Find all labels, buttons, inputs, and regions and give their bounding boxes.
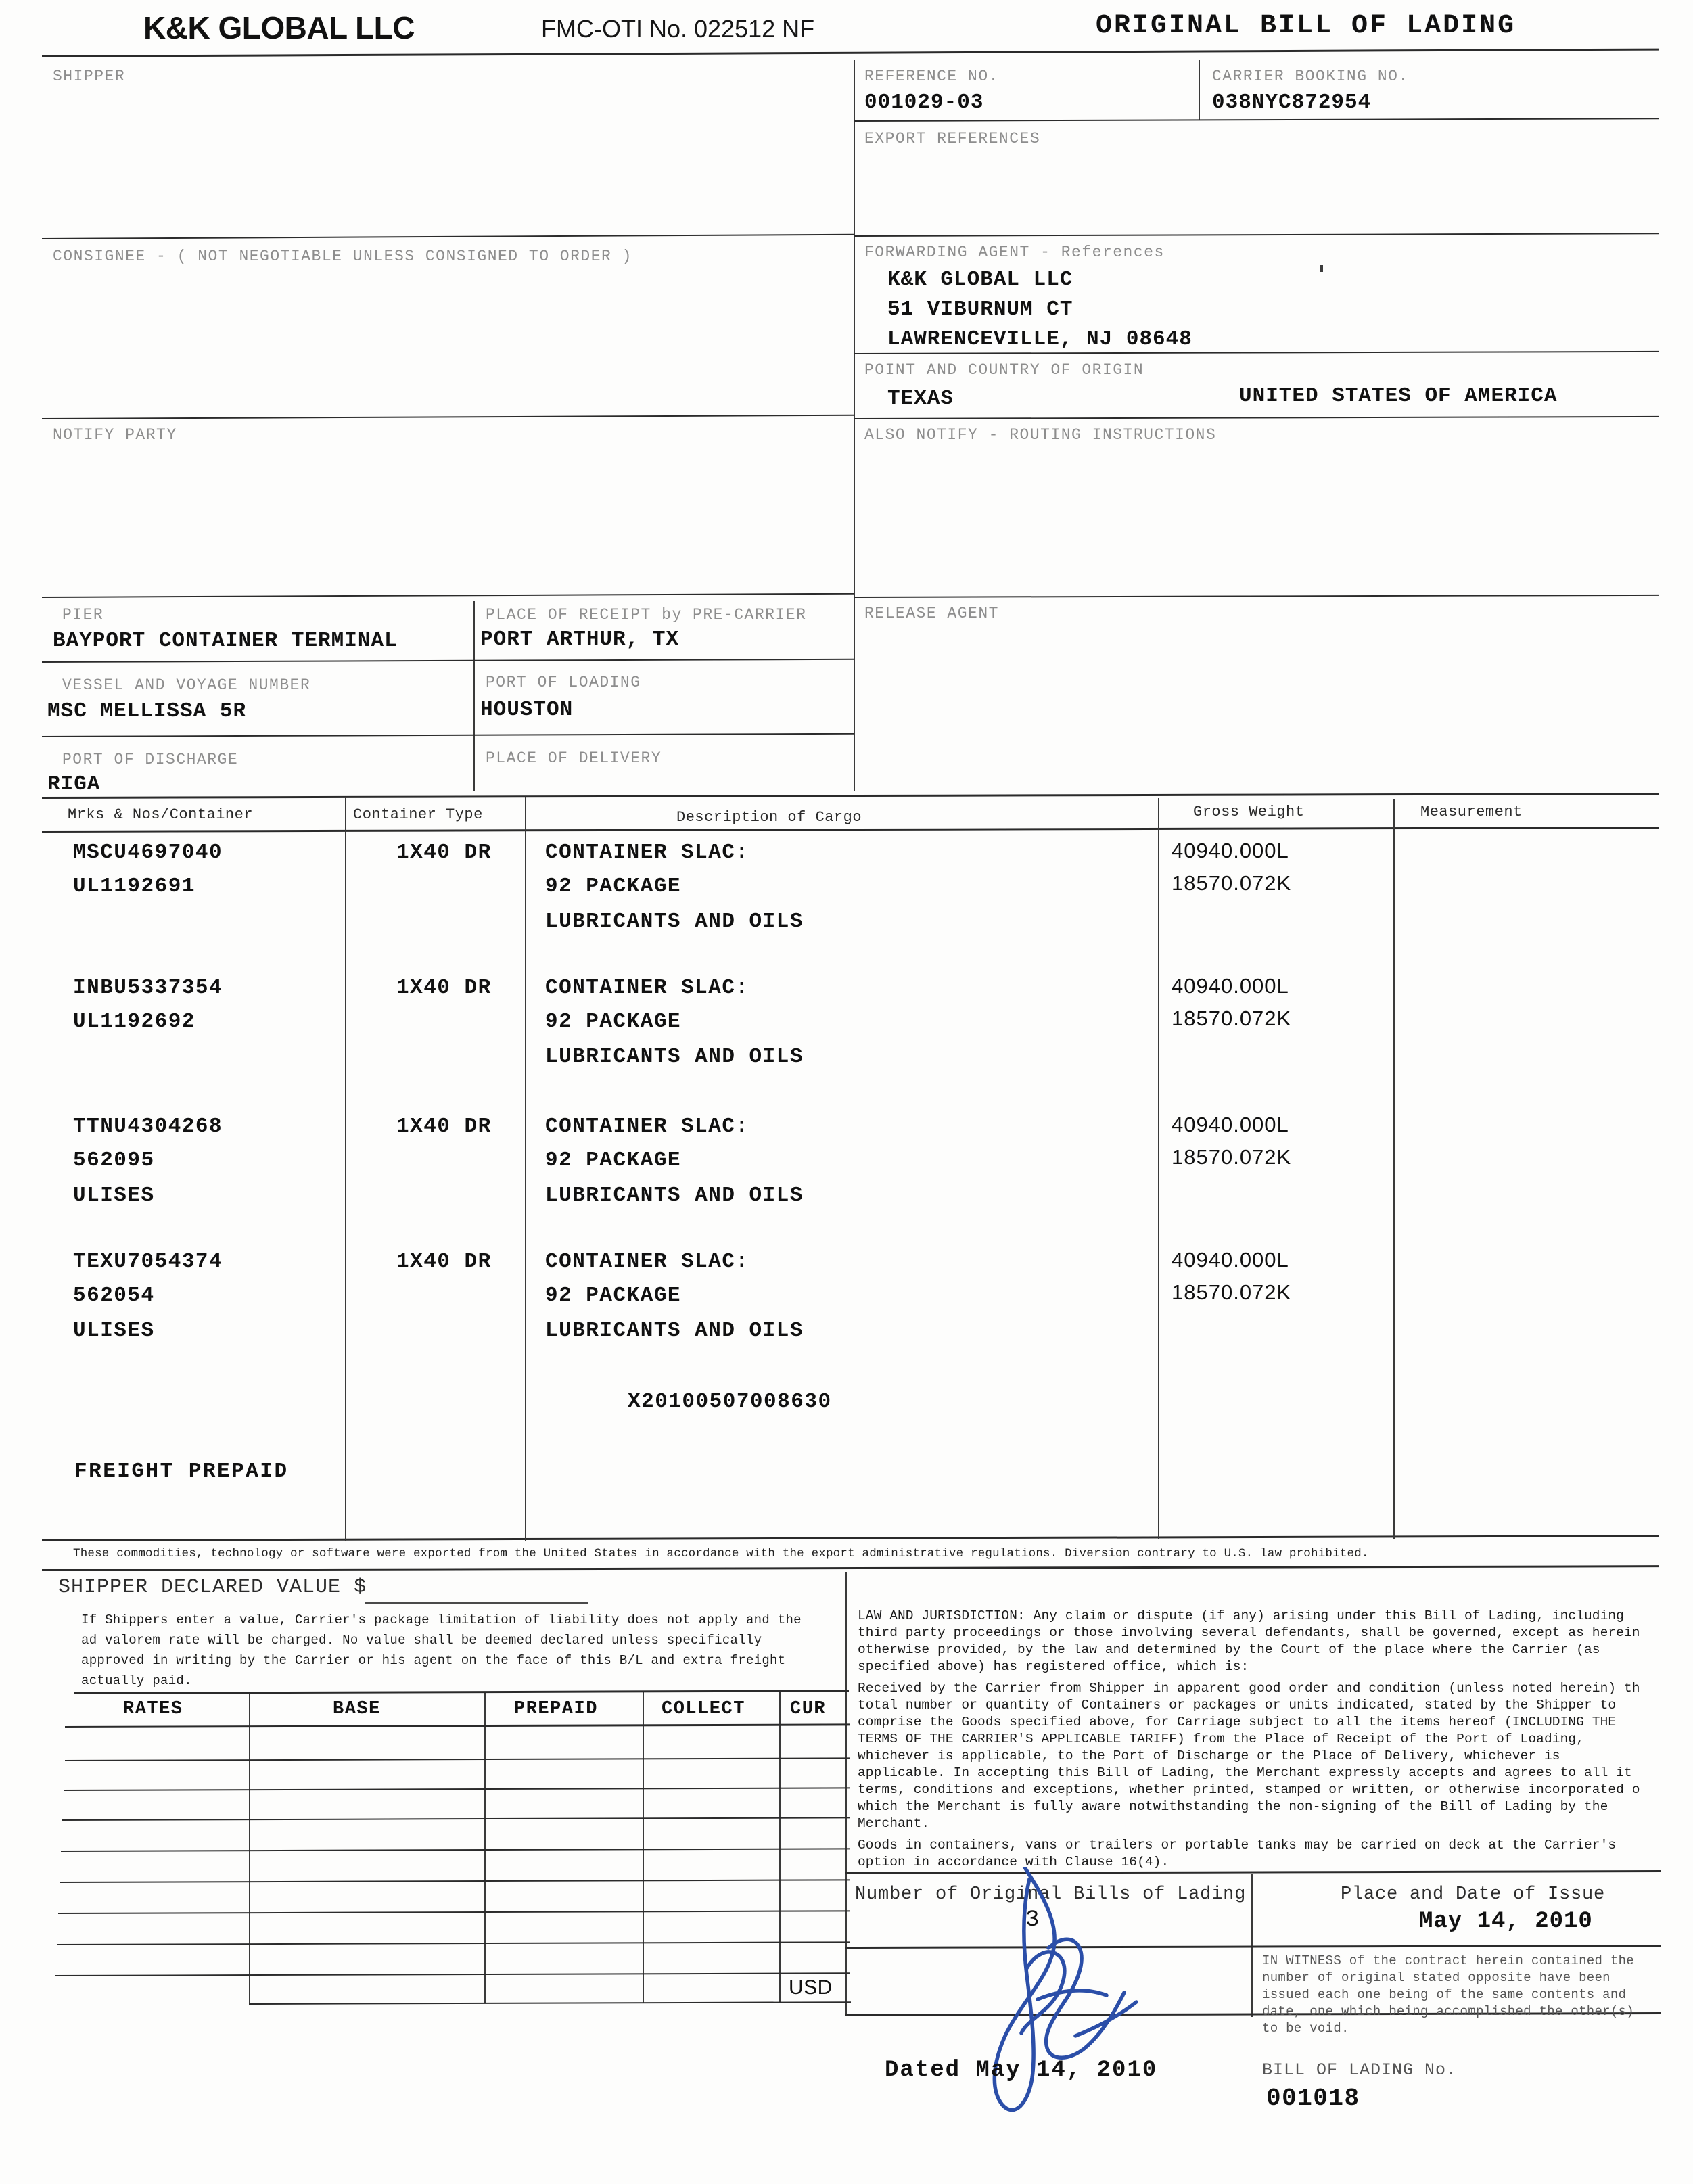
rates-col-header-cur: CUR: [790, 1699, 827, 1719]
cargo-description: 92 PACKAGE: [545, 875, 682, 898]
rates-col-header-base: BASE: [333, 1699, 381, 1719]
cargo-marks: ULISES: [73, 1319, 155, 1343]
number-of-originals-label: Number of Original Bills of Lading: [855, 1884, 1247, 1905]
carrier-receipt-text: total number or quantity of Containers or packages or units indicated, stated by the Shipper to: [858, 1698, 1617, 1713]
cargo-col-header-gross-weight: Gross Weight: [1193, 804, 1305, 820]
signature-mark: [940, 1867, 1224, 2151]
cargo-container-type: 1X40 DR: [396, 1250, 492, 1274]
place-of-receipt-value[interactable]: PORT ARTHUR, TX: [480, 628, 680, 651]
forwarding-agent-line-1: K&K GLOBAL LLC: [887, 268, 1073, 292]
law-jurisdiction-text: otherwise provided, by the law and determined by the Court of the place where the Carrier (as: [858, 1642, 1600, 1657]
declared-value-note: If Shippers enter a value, Carrier's package limitation of liability does not apply and the: [81, 1612, 802, 1627]
also-notify-label: ALSO NOTIFY - ROUTING INSTRUCTIONS: [864, 426, 1217, 444]
cargo-description: LUBRICANTS AND OILS: [545, 910, 804, 933]
witness-clause-text: number of original stated opposite have been: [1262, 1970, 1610, 1985]
cargo-description: CONTAINER SLAC:: [545, 1250, 749, 1274]
cargo-gross-weight: 40940.000L: [1172, 1113, 1289, 1136]
carrier-booking-label: CARRIER BOOKING NO.: [1212, 68, 1409, 85]
scan-artifact-mark: [1320, 265, 1323, 272]
vessel-label: VESSEL AND VOYAGE NUMBER: [62, 676, 311, 694]
cargo-gross-weight: 40940.000L: [1172, 1248, 1289, 1272]
cargo-table-top-border: [42, 793, 1659, 799]
declared-value-input-line[interactable]: [365, 1602, 588, 1604]
reference-booking-divider: [1199, 60, 1200, 120]
rates-row-divider: [57, 1941, 850, 1945]
cargo-gross-weight: 18570.072K: [1172, 1280, 1292, 1304]
origin-label: POINT AND COUNTRY OF ORIGIN: [864, 361, 1144, 379]
rates-row-divider: [58, 1910, 850, 1914]
carrier-receipt-text: Received by the Carrier from Shipper in apparent good order and condition (unless noted herein) th: [858, 1681, 1640, 1696]
consignee-notify-divider: [42, 415, 854, 419]
pier-label: PIER: [62, 606, 104, 624]
declared-value-note: approved in writing by the Carrier or his agent on the face of this B/L and extra freight: [81, 1653, 786, 1668]
law-jurisdiction-text: specified above) has registered office, which is:: [858, 1659, 1249, 1674]
rates-row-divider: [62, 1817, 850, 1821]
rates-header-bottom-border: [65, 1723, 850, 1728]
reference-no-label: REFERENCE NO.: [864, 68, 999, 85]
export-notice-bottom-divider: [42, 1565, 1659, 1571]
bill-of-lading-no-value: 001018: [1266, 2085, 1360, 2112]
dated-text: Dated May 14, 2010: [885, 2058, 1158, 2083]
notify-party-label: NOTIFY PARTY: [53, 426, 177, 444]
cargo-marks: MSCU4697040: [73, 841, 223, 864]
cargo-marks: UL1192692: [73, 1010, 195, 1033]
witness-clause-text: issued each one being of the same contents and: [1262, 1987, 1627, 2002]
cargo-gross-weight: 40940.000L: [1172, 839, 1289, 862]
carrier-receipt-text: whichever is applicable, to the Port of Discharge or the Place of Delivery, whichever is: [858, 1748, 1560, 1763]
port-of-discharge-value[interactable]: RIGA: [47, 772, 101, 796]
port-of-discharge-label: PORT OF DISCHARGE: [62, 751, 239, 768]
cargo-col-divider-type: [525, 797, 526, 1541]
cargo-col-divider-weight: [1158, 798, 1159, 1539]
lower-center-divider: [845, 1572, 847, 2016]
port-of-loading-value[interactable]: HOUSTON: [480, 698, 574, 722]
cargo-marks: 562054: [73, 1284, 155, 1307]
cargo-gross-weight: 18570.072K: [1172, 1145, 1292, 1169]
witness-clause-text: date, one which being accomplished the other(s): [1262, 2004, 1634, 2019]
cargo-marks: ULISES: [73, 1184, 155, 1207]
company-logo-text: K&K GLOBAL LLC: [143, 10, 415, 45]
forwarding-agent-label: FORWARDING AGENT - References: [864, 243, 1165, 261]
cargo-container-type: 1X40 DR: [396, 841, 492, 864]
cargo-description: 92 PACKAGE: [545, 1148, 682, 1172]
declared-value-note: ad valorem rate will be charged. No value shall be deemed declared unless specifically: [81, 1633, 762, 1648]
law-jurisdiction-text: third party proceedings or those involving several defendants, shall be governed, except as herein: [858, 1625, 1640, 1640]
witness-clause-text: IN WITNESS of the contract herein contained the: [1262, 1953, 1634, 1968]
cargo-col-header-description: Description of Cargo: [676, 809, 862, 826]
alsonotify-release-divider: [854, 595, 1659, 598]
rates-col-header-prepaid: PREPAID: [514, 1699, 598, 1719]
rates-col-divider-1: [249, 1692, 250, 2003]
place-of-delivery-label: PLACE OF DELIVERY: [486, 749, 662, 767]
pier-value[interactable]: BAYPORT CONTAINER TERMINAL: [53, 629, 398, 653]
declared-value-label: SHIPPER DECLARED VALUE $: [58, 1576, 367, 1599]
cargo-marks: UL1192691: [73, 875, 195, 898]
origin-country-value[interactable]: UNITED STATES OF AMERICA: [1239, 384, 1558, 408]
carrier-receipt-text: TERMS OF THE CARRIER'S APPLICABLE TARIFF) from the Place of Receipt of the Port of Loading,: [858, 1732, 1584, 1746]
cargo-col-header-marks: Mrks & Nos/Container: [68, 806, 254, 823]
header-divider: [42, 49, 1659, 57]
shipper-label: SHIPPER: [53, 68, 126, 85]
number-of-originals-value[interactable]: 3: [1025, 1907, 1040, 1933]
place-of-receipt-label: PLACE OF RECEIPT by PRE-CARRIER: [486, 606, 807, 624]
cargo-description: LUBRICANTS AND OILS: [545, 1045, 804, 1069]
carrier-receipt-text: Merchant.: [858, 1816, 930, 1831]
shipper-consignee-divider: [42, 234, 854, 239]
rates-header-top-border: [74, 1690, 849, 1694]
rates-col-divider-2: [484, 1692, 486, 2003]
cargo-gross-weight: 18570.072K: [1172, 871, 1292, 895]
carrier-booking-value[interactable]: 038NYC872954: [1212, 91, 1372, 114]
form-center-divider: [854, 60, 855, 791]
cargo-gross-weight: 18570.072K: [1172, 1006, 1292, 1030]
origin-state-value[interactable]: TEXAS: [887, 387, 954, 411]
place-date-of-issue-label: Place and Date of Issue: [1341, 1884, 1606, 1905]
rates-row-divider: [61, 1848, 850, 1852]
place-date-of-issue-value[interactable]: May 14, 2010: [1419, 1909, 1593, 1934]
cargo-container-type: 1X40 DR: [396, 976, 492, 1000]
cargo-col-divider-measurement: [1393, 799, 1395, 1539]
rates-col-divider-3: [643, 1692, 644, 2003]
cargo-container-type: 1X40 DR: [396, 1115, 492, 1138]
freight-terms: FREIGHT PREPAID: [74, 1460, 289, 1483]
cargo-description: 92 PACKAGE: [545, 1010, 682, 1033]
export-notice: These commodities, technology or software were exported from the United States in accordance with the export administrative regulations. Diversion contrary to U.S. law prohibited.: [73, 1547, 1369, 1560]
cargo-description: 92 PACKAGE: [545, 1284, 682, 1307]
forwarding-origin-divider: [854, 351, 1659, 354]
rates-row-divider: [55, 1972, 850, 1976]
cargo-table-header-divider: [42, 827, 1659, 833]
port-of-loading-label: PORT OF LOADING: [486, 674, 641, 691]
carrier-receipt-text: comprise the Goods specified above, for Carriage subject to all the items hereof (INCLUDING THE: [858, 1715, 1617, 1729]
cargo-description: LUBRICANTS AND OILS: [545, 1319, 804, 1343]
booking-code: X20100507008630: [628, 1390, 832, 1414]
consignee-label: CONSIGNEE - ( NOT NEGOTIABLE UNLESS CONSIGNED TO ORDER ): [53, 248, 632, 265]
cargo-description: CONTAINER SLAC:: [545, 841, 749, 864]
bill-of-lading-no-label: BILL OF LADING No.: [1262, 2060, 1458, 2080]
fmc-oti-number: FMC-OTI No. 022512 NF: [541, 15, 815, 43]
rates-currency-cell: USD: [789, 1976, 833, 1999]
carrier-receipt-text: which the Merchant is fully aware notwithstanding the non-signing of the Bill of Lading by the: [858, 1799, 1608, 1814]
reference-no-value[interactable]: 001029-03: [864, 91, 984, 114]
pier-vessel-divider: [42, 659, 854, 663]
rates-table-bottom-border: [249, 2001, 851, 2005]
pier-receipt-divider: [473, 601, 475, 791]
carrier-receipt-text: terms, conditions and exceptions, whether printed, stamped or written, or otherwise incorporated o: [858, 1782, 1640, 1797]
rates-col-header-rates: RATES: [123, 1699, 183, 1719]
deck-clause-text: option in accordance with Clause 16(4).: [858, 1855, 1169, 1869]
rates-row-divider: [60, 1879, 850, 1883]
cargo-col-header-measurement: Measurement: [1420, 804, 1523, 820]
carrier-receipt-text: applicable. In accepting this Bill of Lading, the Merchant expressly accepts and agrees to all it: [858, 1765, 1632, 1780]
export-references-label: EXPORT REFERENCES: [864, 130, 1041, 147]
cargo-marks: TEXU7054374: [73, 1250, 223, 1274]
cargo-col-header-type: Container Type: [353, 806, 483, 823]
declared-value-note: actually paid.: [81, 1673, 192, 1688]
rates-row-divider: [64, 1787, 850, 1791]
cargo-marks: INBU5337354: [73, 976, 223, 1000]
cargo-marks: 562095: [73, 1148, 155, 1172]
cargo-description: CONTAINER SLAC:: [545, 976, 749, 1000]
deck-clause-text: Goods in containers, vans or trailers or portable tanks may be carried on deck at the Carrier's: [858, 1838, 1617, 1853]
cargo-gross-weight: 40940.000L: [1172, 974, 1289, 998]
cargo-col-divider-marks: [345, 797, 346, 1541]
forwarding-agent-line-2: 51 VIBURNUM CT: [887, 298, 1073, 321]
cargo-description: LUBRICANTS AND OILS: [545, 1184, 804, 1207]
origin-alsonotify-divider: [854, 416, 1659, 419]
vessel-value[interactable]: MSC MELLISSA 5R: [47, 699, 247, 723]
export-forwarding-divider: [854, 233, 1659, 237]
law-jurisdiction-text: LAW AND JURISDICTION: Any claim or dispute (if any) arising under this Bill of Lading, including: [858, 1608, 1624, 1623]
vessel-discharge-divider: [42, 733, 854, 737]
cargo-table-bottom-border: [42, 1535, 1659, 1541]
rates-row-divider: [65, 1757, 850, 1761]
notify-pier-divider: [42, 593, 854, 598]
page-title: ORIGINAL BILL OF LADING: [1096, 11, 1516, 41]
reference-export-divider: [854, 118, 1659, 122]
witness-clause-text: to be void.: [1262, 2021, 1349, 2036]
release-agent-label: RELEASE AGENT: [864, 605, 999, 622]
cargo-marks: TTNU4304268: [73, 1115, 223, 1138]
cargo-description: CONTAINER SLAC:: [545, 1115, 749, 1138]
rates-col-header-collect: COLLECT: [662, 1699, 745, 1719]
forwarding-agent-line-3: LAWRENCEVILLE, NJ 08648: [887, 327, 1192, 351]
